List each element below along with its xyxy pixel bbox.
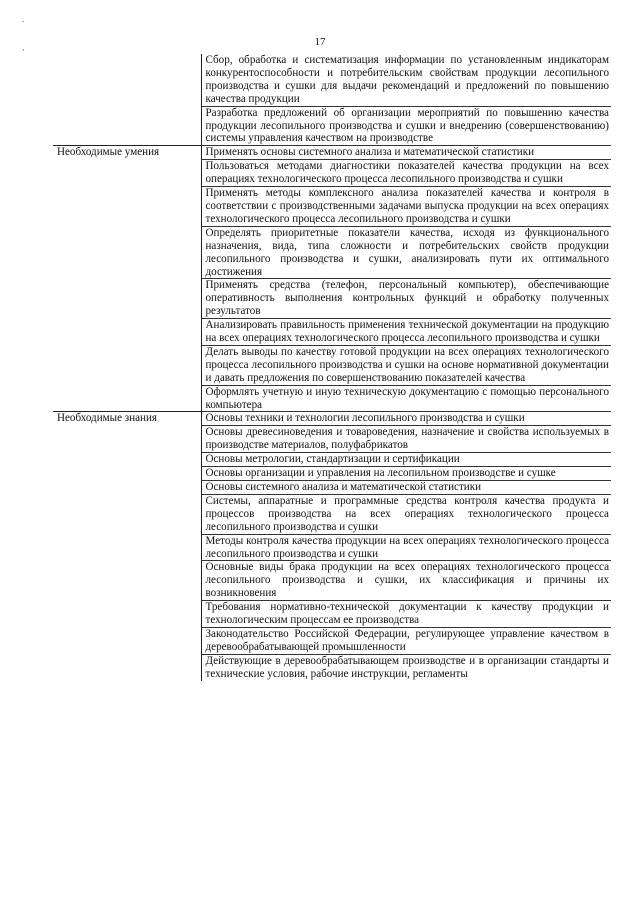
section-label: Необходимые умения <box>53 146 201 412</box>
requirement-item: Основы техники и технологии лесопильного производства и сушки <box>201 412 611 426</box>
requirement-item: Сбор, обработка и систематизация информации по установленным индикаторам конкурентоспособности и потребительским свойствам продукции лесопильного производства и сушки для выдачи рекомендаций и предложений по повышению качества продукции <box>201 54 611 106</box>
margin-mark: . <box>22 14 25 24</box>
competency-table <box>53 54 611 681</box>
page-number: 17 <box>314 36 326 48</box>
requirement-item: Анализировать правильность применения технической документации на продукцию на всех операциях технологического процесса лесопильного производства и сушки <box>201 319 611 346</box>
requirement-item: Основные виды брака продукции на всех операциях технологического процесса лесопильного производства и сушки, их классификация и причины их возникновения <box>201 561 611 601</box>
section-label <box>53 54 201 146</box>
requirement-item: Определять приоритетные показатели качества, исходя из функционального назначения, вида, типа сложности и потребительских свойств продукции лесопильного производства и сушки, анализировать пути их оптимального достижения <box>201 226 611 279</box>
requirement-item: Основы системного анализа и математической статистики <box>201 481 611 495</box>
margin-mark: , <box>22 42 25 52</box>
requirement-item: Основы организации и управления на лесопильном производстве и сушке <box>201 467 611 481</box>
table-row <box>53 146 611 160</box>
requirement-item: Разработка предложений об организации мероприятий по повышению качества продукции лесопильного производства и сушки и внедрению (совершенствованию) системы управления качеством на производстве <box>201 106 611 146</box>
requirement-item: Оформлять учетную и иную техническую документацию с помощью персонального компьютера <box>201 385 611 412</box>
table-row <box>53 54 611 106</box>
section-label: Необходимые знания <box>53 412 201 681</box>
requirement-item: Применять основы системного анализа и математической статистики <box>201 146 611 160</box>
requirement-item: Основы метрологии, стандартизации и сертификации <box>201 453 611 467</box>
requirement-item: Законодательство Российской Федерации, регулирующее управление качеством в деревообрабатывающей промышленности <box>201 627 611 654</box>
requirement-item: Действующие в деревообрабатывающем производстве и в организации стандарты и технические условия, рабочие инструкции, регламенты <box>205 654 609 680</box>
requirement-item: Делать выводы по качеству готовой продукции на всех операциях технологического процесса лесопильного производства и сушки на основе нормативной документации и давать предложения по совершенствованию показателей качества <box>201 345 611 385</box>
requirement-item: Применять методы комплексного анализа показателей качества и контроля в соответствии с производственными задачами выпуска продукции на всех операциях технологического процесса лесопильного производства и сушки <box>201 187 611 227</box>
table-row <box>53 412 611 426</box>
requirement-item: Применять средства (телефон, персональный компьютер), обеспечивающие оперативность выполнения контрольных функций и обработку полученных результатов <box>201 279 611 319</box>
requirement-item: Системы, аппаратные и программные средства контроля качества продукта и процессов производства на всех операциях технологического процесса лесопильного производства и сушки <box>201 494 611 534</box>
requirement-item: Основы древесиноведения и товароведения, назначение и свойства используемых в производстве материалов, полуфабрикатов <box>201 426 611 453</box>
requirement-item: Требования нормативно-технической документации к качеству продукции и технологическим процессам ее производства <box>201 601 611 628</box>
requirement-item: Методы контроля качества продукции на всех операциях технологического процесса лесопильного производства и сушки <box>201 534 611 561</box>
requirement-item: Пользоваться методами диагностики показателей качества продукции на всех операциях технологического процесса лесопильного производства и сушки <box>201 160 611 187</box>
